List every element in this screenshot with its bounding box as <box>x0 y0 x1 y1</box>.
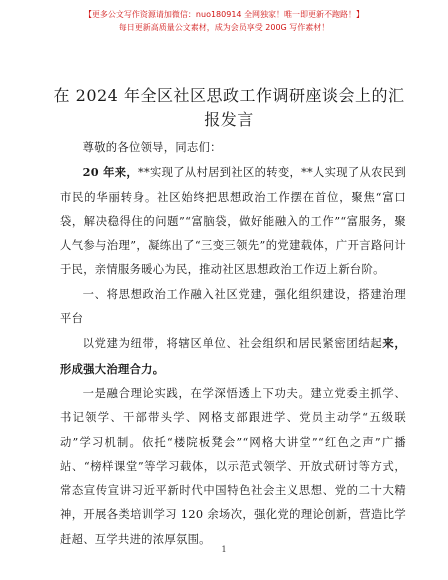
paragraph-2 <box>60 331 406 382</box>
paragraph-2-text: 以党建为纽带，将辖区单位、社会组织和居民紧密团结起 <box>82 337 383 351</box>
page-number: 1 <box>221 545 227 554</box>
promo-banner-line-1: 【更多公文写作资源请加微信：nuo180914 全网独家！唯一即更新不跑路！】 <box>83 10 365 19</box>
salutation: 尊敬的各位领导，同志们： <box>82 141 222 154</box>
paragraph-2-emphasis: 来，形成强大治理合力。 <box>60 336 406 376</box>
document-body <box>60 136 406 552</box>
paragraph-1-lead: 20 年来， <box>82 165 139 180</box>
section-heading-1: 一、将思想政治工作融入社区党建，强化组织建设，搭建治理平台 <box>60 287 406 326</box>
document-title: 在 2024 年全区社区思政工作调研座谈会上的汇报发言 <box>53 86 405 129</box>
paragraph-1 <box>60 160 406 282</box>
paragraph-3: 一是融合理论实践，在学深悟透上下功夫。建立党委主抓学、书记领学、干部带头学、网格支部跟进学、党员主动学“五级联动”学习机制。依托“楼院板凳会”“网格大讲堂”“红色之声”广播站、“榜样课堂”等学习载体，以示范式领学、开放式研讨等方式，常态宣传宣讲习近平新时代中国特色社会主义思想、党的二十大精神，开展各类培训学习 120 余场次，强化党的理论创新，营造比学赶超、互学共进的浓厚氛围。 <box>60 386 406 546</box>
paragraph-1-text: **实现了从村居到社区的转变，**人实现了从农民到市民的华丽转身。社区始终把思想政治工作摆在首位，聚焦“富口袋，解决稳得住的问题”“富脑袋，做好能融入的工作”“富服务，聚人气参与治理”，凝练出了“三变三领先”的党建载体，广开言路问计于民，亲情服务暖心为民，推动社区思想政治工作迈上新台阶。 <box>60 166 406 277</box>
promo-banner <box>0 8 448 34</box>
promo-banner-line-2: 每日更新高质量公文素材，成为会员享受 200G 写作素材！ <box>118 23 330 32</box>
